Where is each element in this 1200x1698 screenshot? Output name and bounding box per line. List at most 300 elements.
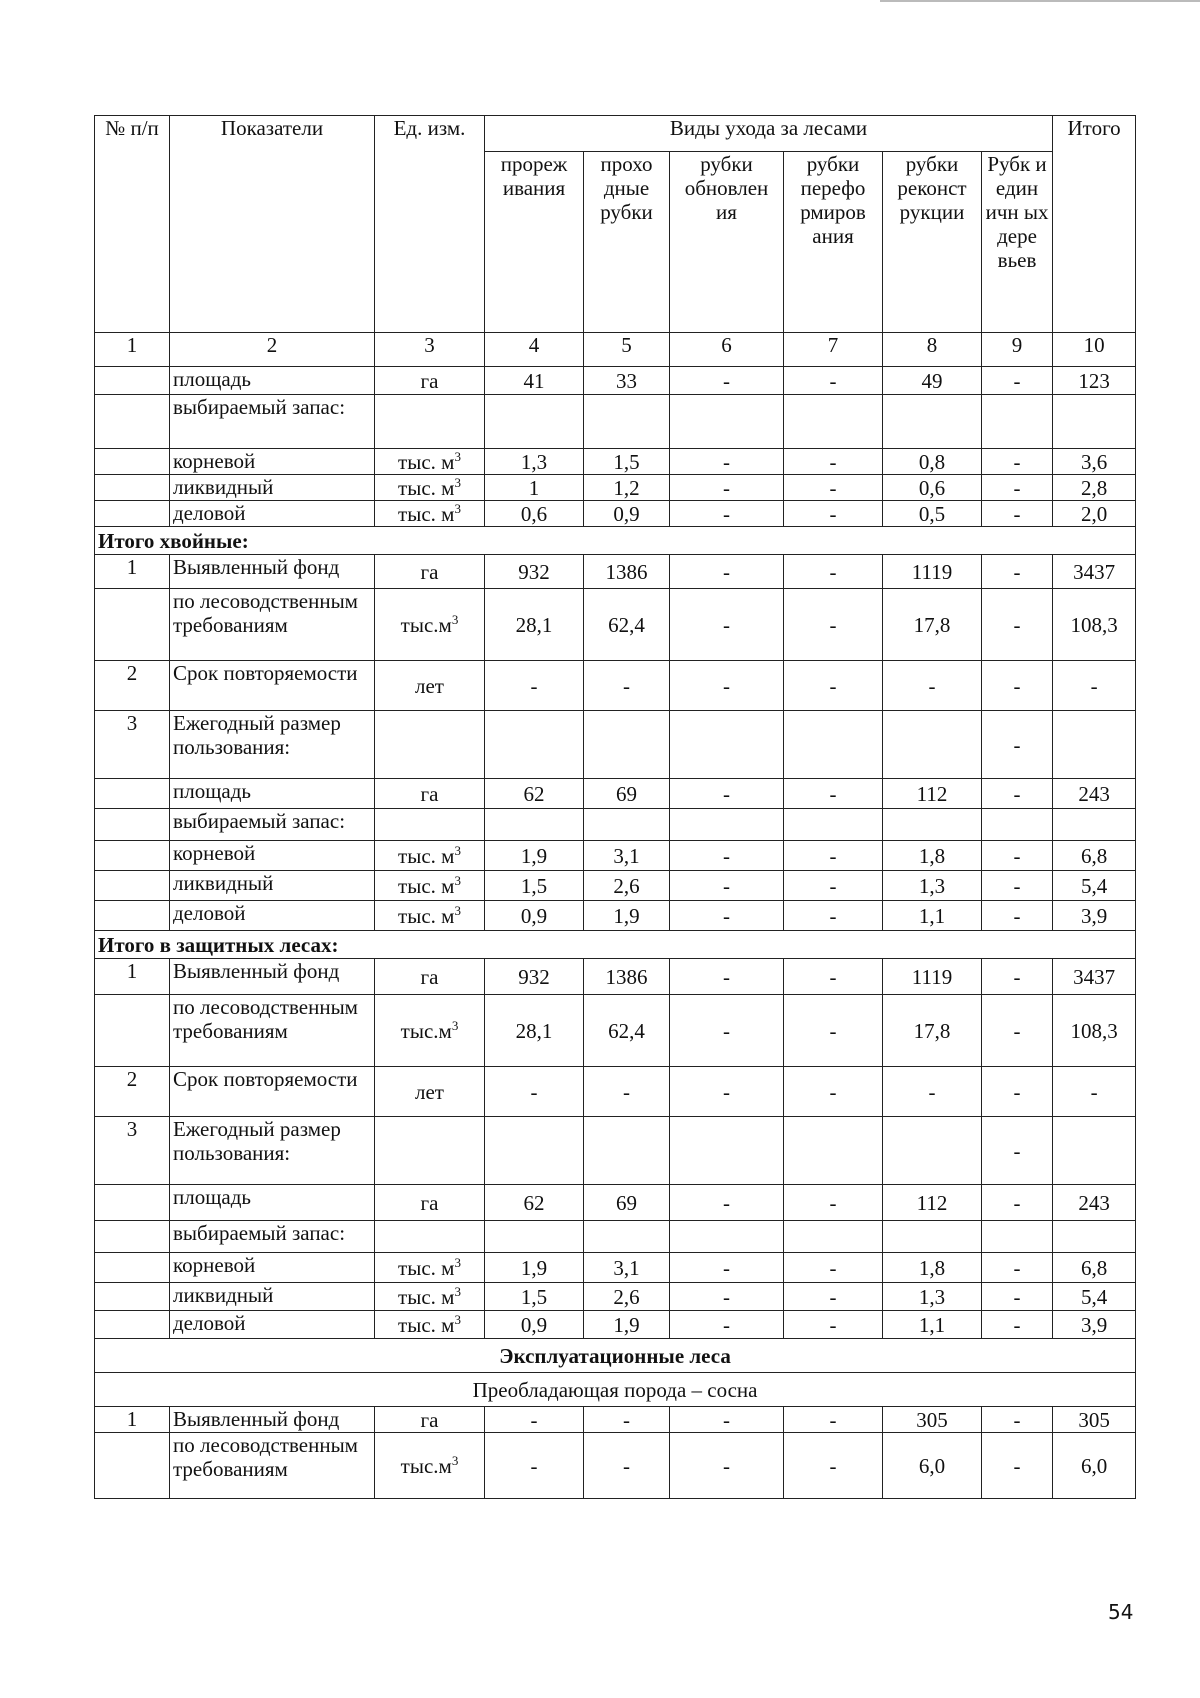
unit-superscript: 3: [454, 500, 461, 516]
value-cell: 62: [485, 1185, 584, 1221]
unit-text: тыс. м: [398, 475, 455, 500]
value-cell: 0,5: [883, 501, 982, 527]
value-cell: 62,4: [584, 589, 670, 661]
value-cell: -: [584, 661, 670, 711]
value-cell: 112: [883, 1185, 982, 1221]
value-cell: [1053, 1221, 1136, 1253]
value-cell: 3,1: [584, 841, 670, 871]
header-total: Итого: [1053, 116, 1136, 333]
value-cell: [1053, 1117, 1136, 1185]
value-cell: -: [982, 995, 1053, 1067]
value-cell: -: [784, 1433, 883, 1499]
value-cell: -: [982, 1407, 1053, 1433]
value-cell: -: [584, 1067, 670, 1117]
value-cell: 932: [485, 555, 584, 589]
value-cell: 2,8: [1053, 475, 1136, 501]
value-cell: [670, 1221, 784, 1253]
value-cell: 69: [584, 1185, 670, 1221]
unit-cell: [375, 871, 485, 901]
value-cell: -: [784, 367, 883, 395]
value-cell: 0,9: [485, 1311, 584, 1339]
value-cell: 3,9: [1053, 901, 1136, 931]
value-cell: -: [784, 1067, 883, 1117]
column-number: 7: [784, 333, 883, 367]
value-cell: -: [982, 901, 1053, 931]
value-cell: 28,1: [485, 589, 584, 661]
unit-cell: [375, 661, 485, 711]
indicator-name: Ежегодный размер пользования:: [170, 1117, 375, 1185]
value-cell: [1053, 711, 1136, 779]
indicator-name: площадь: [170, 1185, 375, 1221]
unit-cell: [375, 555, 485, 589]
value-cell: -: [784, 589, 883, 661]
row-number: 2: [95, 1067, 170, 1117]
unit-text: га: [420, 964, 439, 989]
row-number: [95, 449, 170, 475]
value-cell: 0,6: [485, 501, 584, 527]
page-number: 54: [1108, 1600, 1134, 1624]
value-cell: 0,9: [485, 901, 584, 931]
value-cell: -: [982, 1067, 1053, 1117]
header-unit: Ед. изм.: [375, 116, 485, 333]
column-number: 1: [95, 333, 170, 367]
indicator-name: выбираемый запас:: [170, 1221, 375, 1253]
value-cell: -: [670, 1407, 784, 1433]
row-number: [95, 589, 170, 661]
header-indicators: Показатели: [170, 116, 375, 333]
unit-cell: [375, 711, 485, 779]
value-cell: -: [784, 959, 883, 995]
value-cell: [670, 1117, 784, 1185]
indicator-name: Выявленный фонд: [170, 1407, 375, 1433]
row-number: [95, 501, 170, 527]
row-number: [95, 367, 170, 395]
unit-cell: [375, 1221, 485, 1253]
value-cell: 6,8: [1053, 841, 1136, 871]
value-cell: [485, 809, 584, 841]
value-cell: -: [982, 1117, 1053, 1185]
unit-cell: [375, 1311, 485, 1339]
column-number: 9: [982, 333, 1053, 367]
value-cell: 1,2: [584, 475, 670, 501]
value-cell: -: [784, 841, 883, 871]
value-cell: -: [982, 1311, 1053, 1339]
value-cell: -: [670, 1311, 784, 1339]
unit-cell: [375, 395, 485, 449]
value-cell: [982, 1221, 1053, 1253]
value-cell: 17,8: [883, 995, 982, 1067]
value-cell: 1,5: [584, 449, 670, 475]
indicator-name: ликвидный: [170, 475, 375, 501]
value-cell: 1,1: [883, 1311, 982, 1339]
value-cell: 3437: [1053, 555, 1136, 589]
value-cell: [883, 395, 982, 449]
column-numbers-row: [95, 333, 1136, 367]
value-cell: 305: [1053, 1407, 1136, 1433]
row-number: 3: [95, 711, 170, 779]
value-cell: 3437: [1053, 959, 1136, 995]
column-number: 2: [170, 333, 375, 367]
value-cell: 5,4: [1053, 1283, 1136, 1311]
value-cell: 3,6: [1053, 449, 1136, 475]
value-cell: -: [982, 1433, 1053, 1499]
value-cell: 932: [485, 959, 584, 995]
header-type-reform: рубки перефо рмиров ания: [784, 152, 883, 333]
value-cell: -: [784, 1407, 883, 1433]
unit-text: тыс. м: [398, 903, 455, 928]
value-cell: -: [670, 1253, 784, 1283]
table-row: [95, 871, 1136, 901]
row-number: [95, 475, 170, 501]
value-cell: [883, 1221, 982, 1253]
value-cell: -: [784, 449, 883, 475]
row-number: [95, 901, 170, 931]
value-cell: 1386: [584, 555, 670, 589]
value-cell: -: [485, 1407, 584, 1433]
value-cell: 2,0: [1053, 501, 1136, 527]
value-cell: -: [670, 1283, 784, 1311]
unit-text: лет: [415, 1079, 444, 1104]
value-cell: [1053, 395, 1136, 449]
section-title: Преобладающая порода – сосна: [95, 1373, 1136, 1407]
section-title: Итого хвойные:: [95, 527, 1136, 555]
value-cell: 62: [485, 779, 584, 809]
value-cell: -: [670, 589, 784, 661]
unit-text: тыс. м: [398, 843, 455, 868]
value-cell: -: [784, 995, 883, 1067]
value-cell: 49: [883, 367, 982, 395]
header-type-single-trees: Рубк и един ичн ых дере вьев: [982, 152, 1053, 333]
unit-superscript: 3: [454, 1283, 461, 1299]
unit-text: тыс.м: [400, 1018, 452, 1043]
value-cell: 1,3: [485, 449, 584, 475]
value-cell: -: [784, 1283, 883, 1311]
value-cell: 6,0: [1053, 1433, 1136, 1499]
table-row: [95, 959, 1136, 995]
table-row: [95, 779, 1136, 809]
unit-text: лет: [415, 673, 444, 698]
value-cell: 28,1: [485, 995, 584, 1067]
value-cell: -: [670, 841, 784, 871]
value-cell: -: [982, 555, 1053, 589]
header-type-renewal: рубки обновлен ия: [670, 152, 784, 333]
indicator-name: корневой: [170, 449, 375, 475]
column-number: 10: [1053, 333, 1136, 367]
table-row: [95, 841, 1136, 871]
value-cell: 1119: [883, 555, 982, 589]
table-row: [95, 901, 1136, 931]
value-cell: 2,6: [584, 1283, 670, 1311]
value-cell: -: [883, 661, 982, 711]
unit-superscript: 3: [454, 1311, 461, 1327]
value-cell: [485, 1117, 584, 1185]
row-number: [95, 995, 170, 1067]
value-cell: [883, 711, 982, 779]
row-number: 1: [95, 959, 170, 995]
value-cell: -: [670, 1067, 784, 1117]
value-cell: [584, 1221, 670, 1253]
value-cell: [784, 1117, 883, 1185]
header-num: № п/п: [95, 116, 170, 333]
value-cell: 112: [883, 779, 982, 809]
table-row: [95, 995, 1136, 1067]
value-cell: 108,3: [1053, 589, 1136, 661]
unit-superscript: 3: [454, 474, 461, 490]
unit-cell: [375, 449, 485, 475]
value-cell: -: [784, 661, 883, 711]
unit-superscript: 3: [451, 1017, 459, 1033]
value-cell: -: [485, 1067, 584, 1117]
unit-cell: [375, 1067, 485, 1117]
unit-cell: [375, 589, 485, 661]
value-cell: -: [485, 661, 584, 711]
value-cell: -: [784, 475, 883, 501]
unit-cell: [375, 1117, 485, 1185]
value-cell: -: [670, 995, 784, 1067]
value-cell: 108,3: [1053, 995, 1136, 1067]
value-cell: [584, 809, 670, 841]
unit-cell: [375, 1407, 485, 1433]
value-cell: 1,3: [883, 871, 982, 901]
value-cell: -: [670, 871, 784, 901]
value-cell: -: [1053, 661, 1136, 711]
value-cell: 3,9: [1053, 1311, 1136, 1339]
value-cell: 62,4: [584, 995, 670, 1067]
value-cell: -: [670, 475, 784, 501]
unit-cell: [375, 779, 485, 809]
unit-text: га: [420, 368, 439, 393]
value-cell: [670, 809, 784, 841]
value-cell: -: [670, 1433, 784, 1499]
header-care-types: Виды ухода за лесами: [485, 116, 1053, 152]
unit-cell: [375, 1253, 485, 1283]
value-cell: -: [784, 901, 883, 931]
unit-superscript: 3: [451, 1452, 459, 1468]
row-number: 1: [95, 1407, 170, 1433]
value-cell: -: [784, 1311, 883, 1339]
unit-text: тыс. м: [398, 1255, 455, 1280]
column-number: 3: [375, 333, 485, 367]
value-cell: 1386: [584, 959, 670, 995]
value-cell: 1,8: [883, 1253, 982, 1283]
value-cell: [784, 809, 883, 841]
value-cell: -: [982, 959, 1053, 995]
table-row: [95, 589, 1136, 661]
value-cell: [784, 1221, 883, 1253]
table-row: [95, 661, 1136, 711]
table-row: [95, 1407, 1136, 1433]
section-title: Итого в защитных лесах:: [95, 931, 1136, 959]
row-number: 2: [95, 661, 170, 711]
indicator-name: ликвидный: [170, 871, 375, 901]
table-row: [95, 711, 1136, 779]
row-number: [95, 809, 170, 841]
unit-superscript: 3: [454, 872, 461, 888]
value-cell: -: [584, 1433, 670, 1499]
value-cell: -: [485, 1433, 584, 1499]
indicator-name: выбираемый запас:: [170, 395, 375, 449]
value-cell: 1: [485, 475, 584, 501]
value-cell: -: [784, 871, 883, 901]
value-cell: 33: [584, 367, 670, 395]
indicator-name: площадь: [170, 367, 375, 395]
value-cell: -: [982, 1283, 1053, 1311]
value-cell: [485, 395, 584, 449]
value-cell: -: [670, 555, 784, 589]
value-cell: [485, 711, 584, 779]
table-row: [95, 1433, 1136, 1499]
table-row: [95, 1311, 1136, 1339]
value-cell: 69: [584, 779, 670, 809]
unit-text: га: [420, 559, 439, 584]
value-cell: -: [784, 779, 883, 809]
column-number: 5: [584, 333, 670, 367]
indicator-name: ликвидный: [170, 1283, 375, 1311]
unit-cell: [375, 501, 485, 527]
indicator-name: деловой: [170, 501, 375, 527]
unit-cell: [375, 475, 485, 501]
row-number: [95, 1311, 170, 1339]
unit-text: тыс. м: [398, 501, 455, 526]
value-cell: -: [982, 661, 1053, 711]
unit-superscript: 3: [454, 842, 461, 858]
unit-text: га: [420, 781, 439, 806]
value-cell: -: [670, 661, 784, 711]
value-cell: -: [982, 1185, 1053, 1221]
value-cell: -: [982, 779, 1053, 809]
value-cell: 123: [1053, 367, 1136, 395]
value-cell: 6,8: [1053, 1253, 1136, 1283]
row-number: 3: [95, 1117, 170, 1185]
row-number: [95, 1185, 170, 1221]
value-cell: [670, 711, 784, 779]
value-cell: 3,1: [584, 1253, 670, 1283]
value-cell: -: [670, 901, 784, 931]
value-cell: [982, 395, 1053, 449]
row-number: 1: [95, 555, 170, 589]
row-number: [95, 871, 170, 901]
value-cell: 1,5: [485, 871, 584, 901]
row-number: [95, 779, 170, 809]
value-cell: [670, 395, 784, 449]
indicator-name: Срок повторяемости: [170, 661, 375, 711]
unit-text: тыс. м: [398, 873, 455, 898]
value-cell: -: [982, 871, 1053, 901]
value-cell: 0,6: [883, 475, 982, 501]
row-number: [95, 1283, 170, 1311]
value-cell: -: [982, 501, 1053, 527]
value-cell: -: [670, 959, 784, 995]
indicator-name: выбираемый запас:: [170, 809, 375, 841]
scan-edge-line: [880, 0, 1200, 2]
value-cell: -: [784, 501, 883, 527]
value-cell: -: [670, 779, 784, 809]
value-cell: -: [670, 501, 784, 527]
value-cell: -: [670, 1185, 784, 1221]
value-cell: 1,8: [883, 841, 982, 871]
value-cell: [1053, 809, 1136, 841]
unit-cell: [375, 367, 485, 395]
unit-superscript: 3: [454, 1254, 461, 1270]
table-row: [95, 1067, 1136, 1117]
table-row: [95, 449, 1136, 475]
row-number: [95, 1253, 170, 1283]
table-row: [95, 501, 1136, 527]
value-cell: 0,8: [883, 449, 982, 475]
value-cell: 1,9: [584, 1311, 670, 1339]
forest-care-table: [94, 115, 1136, 1499]
indicator-name: Выявленный фонд: [170, 959, 375, 995]
value-cell: 1,9: [584, 901, 670, 931]
unit-cell: [375, 901, 485, 931]
table-row: [95, 555, 1136, 589]
unit-text: тыс.м: [400, 612, 452, 637]
unit-text: тыс. м: [398, 1312, 455, 1337]
indicator-name: Срок повторяемости: [170, 1067, 375, 1117]
section-title: Эксплуатационные леса: [95, 1339, 1136, 1373]
value-cell: [485, 1221, 584, 1253]
unit-superscript: 3: [454, 448, 461, 464]
indicator-name: деловой: [170, 1311, 375, 1339]
value-cell: [584, 1117, 670, 1185]
header-type-reconstruction: рубки реконст рукции: [883, 152, 982, 333]
indicator-name: по лесоводственным требованиям: [170, 1433, 375, 1499]
value-cell: [883, 809, 982, 841]
value-cell: 243: [1053, 1185, 1136, 1221]
value-cell: -: [784, 1185, 883, 1221]
value-cell: 41: [485, 367, 584, 395]
indicator-name: по лесоводственным требованиям: [170, 995, 375, 1067]
column-number: 8: [883, 333, 982, 367]
indicator-name: площадь: [170, 779, 375, 809]
value-cell: 0,9: [584, 501, 670, 527]
row-number: [95, 395, 170, 449]
value-cell: -: [883, 1067, 982, 1117]
table-row: [95, 1221, 1136, 1253]
value-cell: -: [670, 449, 784, 475]
value-cell: -: [670, 367, 784, 395]
value-cell: 5,4: [1053, 871, 1136, 901]
value-cell: -: [784, 555, 883, 589]
unit-cell: [375, 1185, 485, 1221]
value-cell: 1119: [883, 959, 982, 995]
header-type-thinning: прореж ивания: [485, 152, 584, 333]
table-row: [95, 395, 1136, 449]
value-cell: [584, 711, 670, 779]
table-row: [95, 809, 1136, 841]
value-cell: -: [784, 1253, 883, 1283]
unit-text: га: [420, 1190, 439, 1215]
value-cell: -: [982, 711, 1053, 779]
value-cell: [883, 1117, 982, 1185]
row-number: [95, 1433, 170, 1499]
value-cell: -: [1053, 1067, 1136, 1117]
value-cell: 305: [883, 1407, 982, 1433]
row-number: [95, 1221, 170, 1253]
section-row: [95, 527, 1136, 555]
value-cell: -: [982, 1253, 1053, 1283]
table-row: [95, 1253, 1136, 1283]
header-type-passing: прохо дные рубки: [584, 152, 670, 333]
table-row: [95, 1117, 1136, 1185]
unit-cell: [375, 809, 485, 841]
unit-superscript: 3: [451, 611, 459, 627]
value-cell: [982, 809, 1053, 841]
table-row: [95, 1185, 1136, 1221]
indicator-name: Выявленный фонд: [170, 555, 375, 589]
value-cell: 1,1: [883, 901, 982, 931]
unit-text: тыс. м: [398, 449, 455, 474]
